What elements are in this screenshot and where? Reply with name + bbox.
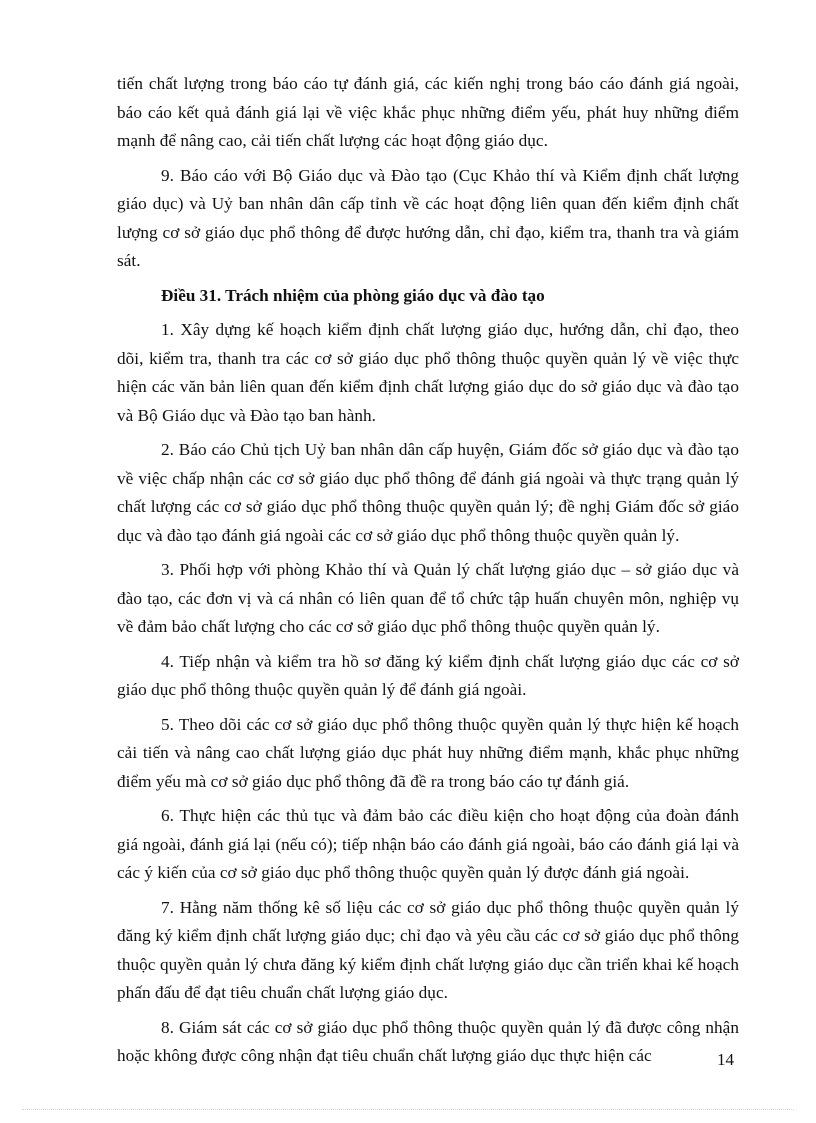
document-body [117,70,739,1077]
item-9-paragraph: 9. Báo cáo với Bộ Giáo dục và Đào tạo (Cục Khảo thí và Kiểm định chất lượng giáo dục) và Uỷ ban nhân dân cấp tỉnh về các hoạt động liên quan đến kiểm định chất lượng cơ sở giáo dục phổ thông để được hướng dẫn, chỉ đạo, kiểm tra, thanh tra và giám sát. [117,165,739,270]
article-31-heading: Điều 31. Trách nhiệm của phòng giáo dục và đào tạo [161,285,545,305]
item-6-paragraph: 6. Thực hiện các thủ tục và đảm bảo các điều kiện cho hoạt động của đoàn đánh giá ngoài, đánh giá lại (nếu có); tiếp nhận báo cáo đánh giá ngoài, báo cáo đánh giá lại và các ý kiến của cơ sở giáo dục phổ thông thuộc quyền quản lý được đánh giá ngoài. [117,806,739,882]
item-3-paragraph: 3. Phối hợp với phòng Khảo thí và Quản lý chất lượng giáo dục – sở giáo dục và đào tạo, các đơn vị và cá nhân có liên quan để tổ chức tập huấn chuyên môn, nghiệp vụ về đảm bảo chất lượng cho các cơ sở giáo dục phổ thông thuộc quyền quản lý. [117,560,739,636]
item-5-paragraph: 5. Theo dõi các cơ sở giáo dục phổ thông thuộc quyền quản lý thực hiện kế hoạch cải tiến và nâng cao chất lượng giáo dục phát huy những điểm mạnh, khắc phục những điểm yếu mà cơ sở giáo dục phổ thông đã đề ra trong báo cáo tự đánh giá. [117,714,739,791]
page-bottom-divider [22,1109,794,1110]
item-2-paragraph: 2. Báo cáo Chủ tịch Uỷ ban nhân dân cấp huyện, Giám đốc sở giáo dục và đào tạo về việc chấp nhận các cơ sở giáo dục phổ thông để đánh giá ngoài và thực trạng quản lý chất lượng các cơ sở giáo dục phổ thông thuộc quyền quản lý; đề nghị Giám đốc sở giáo dục và đào tạo đánh giá ngoài các cơ sở giáo dục phổ thông thuộc quyền quản lý. [117,440,739,545]
page-number: 14 [717,1050,734,1069]
item-4-paragraph: 4. Tiếp nhận và kiểm tra hồ sơ đăng ký kiểm định chất lượng giáo dục các cơ sở giáo dục phổ thông thuộc quyền quản lý để đánh giá ngoài. [117,651,739,699]
item-1-paragraph: 1. Xây dựng kế hoạch kiểm định chất lượng giáo dục, hướng dẫn, chỉ đạo, theo dõi, kiểm tra, thanh tra các cơ sở giáo dục phổ thông thuộc quyền quản lý về việc thực hiện các văn bản liên quan đến kiểm định chất lượng giáo dục do sở giáo dục và đào tạo và Bộ Giáo dục và Đào tạo ban hành. [117,320,739,425]
item-7-paragraph: 7. Hằng năm thống kê số liệu các cơ sở giáo dục phổ thông thuộc quyền quản lý đăng ký kiểm định chất lượng giáo dục; chỉ đạo và yêu cầu các cơ sở giáo dục phổ thông thuộc quyền quản lý chưa đăng ký kiểm định chất lượng giáo dục cần triển khai kế hoạch phấn đấu để đạt tiêu chuẩn chất lượng giáo dục. [117,897,739,1002]
item-8-paragraph: 8. Giám sát các cơ sở giáo dục phổ thông thuộc quyền quản lý đã được công nhận hoặc không được công nhận đạt tiêu chuẩn chất lượng giáo dục thực hiện các [117,1017,739,1065]
continuation-paragraph: tiến chất lượng trong báo cáo tự đánh giá, các kiến nghị trong báo cáo đánh giá ngoài, báo cáo kết quả đánh giá lại về việc khắc phục những điểm yếu, phát huy những điểm mạnh để nâng cao, cải tiến chất lượng các hoạt động giáo dục. [117,74,739,150]
